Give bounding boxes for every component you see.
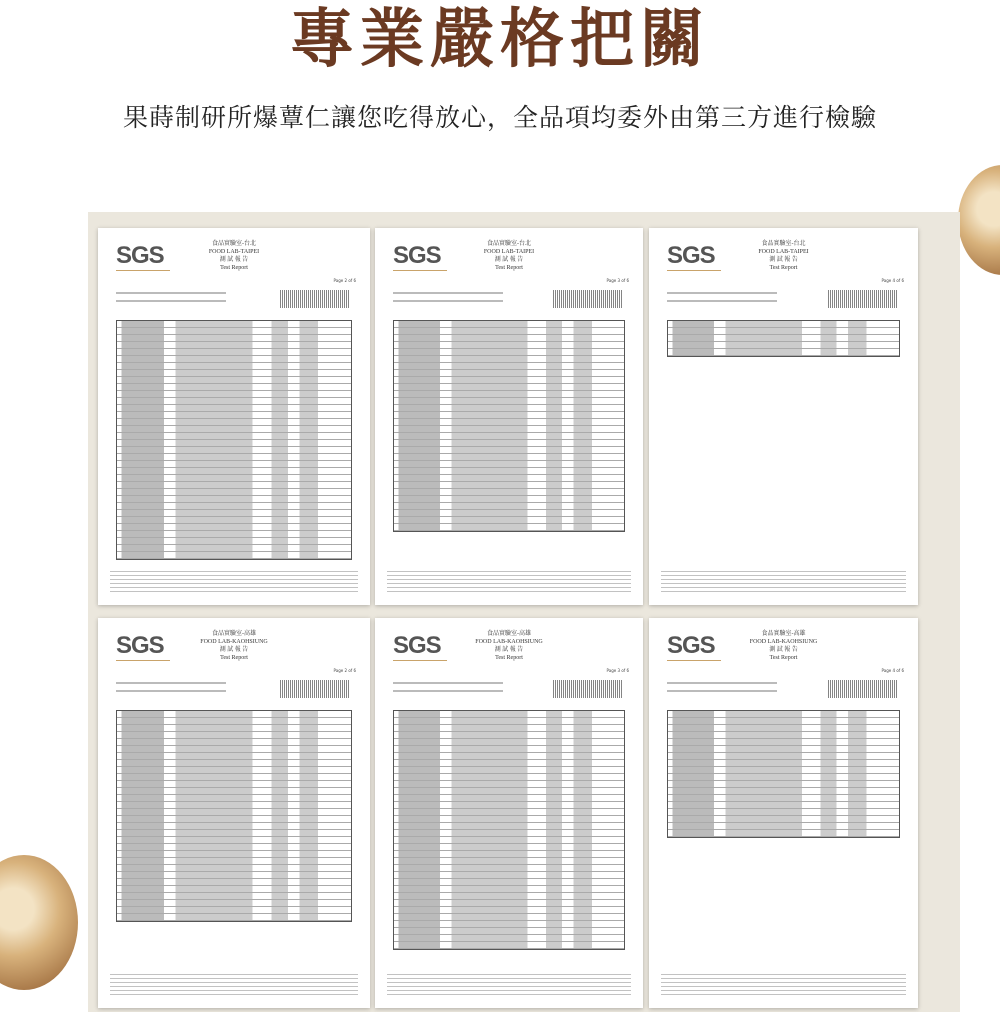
report-title-en: Test Report xyxy=(495,265,523,271)
table-row xyxy=(117,468,351,475)
table-row xyxy=(394,342,624,349)
table-row xyxy=(668,335,899,342)
table-row xyxy=(117,475,351,482)
results-table xyxy=(116,710,352,922)
table-row xyxy=(394,335,624,342)
table-row xyxy=(394,412,624,419)
table-row xyxy=(394,781,624,788)
page-number: Page 2 of 6 xyxy=(333,668,356,673)
table-row xyxy=(394,510,624,517)
table-row xyxy=(394,823,624,830)
sgs-logo: SGS xyxy=(393,632,447,661)
table-row xyxy=(117,419,351,426)
table-row xyxy=(394,356,624,363)
table-row xyxy=(668,321,899,328)
client-address xyxy=(667,682,777,692)
table-row xyxy=(668,774,899,781)
lab-name-en: FOOD LAB-KAOHSIUNG xyxy=(475,639,543,645)
lab-name-en: FOOD LAB-KAOHSIUNG xyxy=(749,639,818,645)
sgs-logo: SGS xyxy=(667,632,721,661)
table-row xyxy=(117,489,351,496)
report-title-zh: 測 試 報 告 xyxy=(494,257,524,263)
table-row xyxy=(394,739,624,746)
table-row xyxy=(117,914,351,921)
report-title-en: Test Report xyxy=(495,655,523,661)
table-row xyxy=(117,412,351,419)
table-row xyxy=(394,921,624,928)
page-number: Page 3 of 6 xyxy=(606,278,629,283)
report-footer xyxy=(387,571,631,595)
results-table xyxy=(393,320,625,532)
table-row xyxy=(394,496,624,503)
report-footer xyxy=(661,974,906,998)
table-row xyxy=(394,384,624,391)
table-row xyxy=(117,538,351,545)
table-row xyxy=(668,342,899,349)
table-row xyxy=(394,391,624,398)
table-row xyxy=(394,454,624,461)
table-row xyxy=(394,440,624,447)
table-row xyxy=(394,447,624,454)
lab-header xyxy=(375,630,643,662)
table-row xyxy=(394,830,624,837)
mushroom-image xyxy=(0,855,78,990)
table-row xyxy=(394,760,624,767)
table-row xyxy=(117,844,351,851)
table-row xyxy=(117,433,351,440)
table-row xyxy=(394,461,624,468)
table-row xyxy=(117,809,351,816)
sgs-logo: SGS xyxy=(667,242,721,271)
table-row xyxy=(394,482,624,489)
table-row xyxy=(394,321,624,328)
table-row xyxy=(117,342,351,349)
report-footer xyxy=(110,974,358,998)
table-row xyxy=(394,419,624,426)
table-row xyxy=(117,356,351,363)
table-row xyxy=(668,788,899,795)
table-row xyxy=(117,795,351,802)
client-address xyxy=(393,682,503,692)
table-row xyxy=(668,718,899,725)
table-row xyxy=(394,767,624,774)
report-title-zh: 測 試 報 告 xyxy=(769,257,798,263)
table-row xyxy=(117,454,351,461)
table-row xyxy=(117,552,351,559)
lab-name-en: FOOD LAB-KAOHSIUNG xyxy=(200,639,268,645)
table-row xyxy=(394,405,624,412)
page-number: Page 4 of 6 xyxy=(881,278,904,283)
table-row xyxy=(394,433,624,440)
client-address xyxy=(116,292,226,302)
sgs-logo: SGS xyxy=(393,242,447,271)
table-row xyxy=(394,489,624,496)
table-row xyxy=(394,809,624,816)
barcode xyxy=(553,680,623,698)
report-title-en: Test Report xyxy=(220,265,248,271)
table-row xyxy=(117,725,351,732)
table-row xyxy=(117,788,351,795)
table-row xyxy=(117,363,351,370)
table-row xyxy=(117,837,351,844)
report-footer xyxy=(387,974,631,998)
table-row xyxy=(394,725,624,732)
mushroom-image xyxy=(958,165,1000,275)
table-row xyxy=(117,767,351,774)
sgs-logo: SGS xyxy=(116,242,170,271)
table-row xyxy=(668,816,899,823)
page-number: Page 2 of 6 xyxy=(333,278,356,283)
table-row xyxy=(394,879,624,886)
table-row xyxy=(117,461,351,468)
page-title: 專業嚴格把關 xyxy=(290,3,710,77)
table-row xyxy=(117,816,351,823)
table-row xyxy=(117,774,351,781)
table-row xyxy=(117,781,351,788)
table-row xyxy=(117,391,351,398)
table-row xyxy=(668,349,899,356)
lab-name-en: FOOD LAB-TAIPEI xyxy=(758,249,809,255)
barcode xyxy=(828,290,898,308)
table-row xyxy=(117,711,351,718)
table-row xyxy=(668,760,899,767)
results-table xyxy=(667,710,900,838)
table-row xyxy=(668,802,899,809)
lab-name-zh: 食品實驗室-高雄 xyxy=(487,631,531,637)
table-row xyxy=(117,517,351,524)
page-number: Page 4 of 6 xyxy=(881,668,904,673)
table-row xyxy=(117,830,351,837)
table-row xyxy=(117,746,351,753)
table-row xyxy=(394,370,624,377)
table-row xyxy=(394,788,624,795)
table-row xyxy=(117,732,351,739)
table-row xyxy=(394,363,624,370)
table-row xyxy=(117,900,351,907)
table-row xyxy=(117,426,351,433)
table-row xyxy=(668,823,899,830)
table-row xyxy=(117,753,351,760)
table-row xyxy=(668,725,899,732)
table-row xyxy=(117,384,351,391)
table-row xyxy=(117,802,351,809)
test-report-document xyxy=(649,228,918,605)
table-row xyxy=(117,370,351,377)
lab-name-zh: 食品實驗室-台北 xyxy=(212,241,256,247)
table-row xyxy=(394,837,624,844)
table-row xyxy=(117,321,351,328)
table-row xyxy=(117,718,351,725)
table-row xyxy=(117,496,351,503)
table-row xyxy=(117,510,351,517)
table-row xyxy=(668,711,899,718)
client-address xyxy=(393,292,503,302)
table-row xyxy=(117,524,351,531)
table-row xyxy=(668,746,899,753)
table-row xyxy=(117,823,351,830)
table-row xyxy=(117,447,351,454)
table-row xyxy=(117,872,351,879)
test-report-document xyxy=(98,618,370,1008)
table-row xyxy=(668,739,899,746)
table-row xyxy=(394,935,624,942)
table-row xyxy=(117,398,351,405)
table-row xyxy=(117,545,351,552)
table-row xyxy=(394,802,624,809)
table-row xyxy=(394,524,624,531)
report-footer xyxy=(110,571,358,595)
report-title-en: Test Report xyxy=(769,265,798,271)
table-row xyxy=(394,398,624,405)
table-row xyxy=(117,482,351,489)
lab-header xyxy=(98,240,370,272)
report-title-zh: 測 試 報 告 xyxy=(219,647,249,653)
lab-name-en: FOOD LAB-TAIPEI xyxy=(208,249,260,255)
table-row xyxy=(394,872,624,879)
test-report-document xyxy=(375,228,643,605)
table-row xyxy=(394,795,624,802)
lab-name-zh: 食品實驗室-台北 xyxy=(761,241,806,247)
table-row xyxy=(394,865,624,872)
report-title-zh: 測 試 報 告 xyxy=(494,647,524,653)
table-row xyxy=(117,858,351,865)
table-row xyxy=(117,405,351,412)
table-row xyxy=(394,746,624,753)
results-table xyxy=(116,320,352,560)
results-table xyxy=(667,320,900,357)
table-row xyxy=(117,531,351,538)
barcode xyxy=(280,680,350,698)
table-row xyxy=(668,732,899,739)
table-row xyxy=(117,739,351,746)
table-row xyxy=(394,475,624,482)
table-row xyxy=(117,760,351,767)
report-footer xyxy=(661,571,906,595)
table-row xyxy=(394,816,624,823)
table-row xyxy=(117,349,351,356)
report-title-en: Test Report xyxy=(769,655,798,661)
table-row xyxy=(394,517,624,524)
table-row xyxy=(668,781,899,788)
test-report-document xyxy=(375,618,643,1008)
table-row xyxy=(668,328,899,335)
lab-name-zh: 食品實驗室-高雄 xyxy=(212,631,256,637)
table-row xyxy=(394,349,624,356)
table-row xyxy=(394,753,624,760)
barcode xyxy=(553,290,623,308)
client-address xyxy=(667,292,777,302)
table-row xyxy=(394,732,624,739)
table-row xyxy=(394,851,624,858)
page-number: Page 3 of 6 xyxy=(606,668,629,673)
table-row xyxy=(117,328,351,335)
table-row xyxy=(394,914,624,921)
barcode xyxy=(828,680,898,698)
table-row xyxy=(117,879,351,886)
table-row xyxy=(117,377,351,384)
table-row xyxy=(668,753,899,760)
table-row xyxy=(668,830,899,837)
table-row xyxy=(394,328,624,335)
lab-header xyxy=(649,630,918,662)
table-row xyxy=(394,426,624,433)
table-row xyxy=(117,851,351,858)
table-row xyxy=(394,718,624,725)
report-title-zh: 測 試 報 告 xyxy=(219,257,249,263)
page-subtitle: 果蒔制研所爆蕈仁讓您吃得放心，全品項均委外由第三方進行檢驗 xyxy=(122,103,877,132)
table-row xyxy=(668,795,899,802)
table-row xyxy=(394,858,624,865)
table-row xyxy=(117,907,351,914)
table-row xyxy=(394,844,624,851)
table-row xyxy=(117,335,351,342)
lab-header xyxy=(98,630,370,662)
table-row xyxy=(117,886,351,893)
table-row xyxy=(394,774,624,781)
table-row xyxy=(394,907,624,914)
lab-name-en: FOOD LAB-TAIPEI xyxy=(483,249,535,255)
table-row xyxy=(117,865,351,872)
table-row xyxy=(394,886,624,893)
table-row xyxy=(394,377,624,384)
table-row xyxy=(668,809,899,816)
lab-name-zh: 食品實驗室-高雄 xyxy=(761,631,806,637)
table-row xyxy=(394,942,624,949)
table-row xyxy=(668,767,899,774)
table-row xyxy=(394,900,624,907)
test-report-document xyxy=(98,228,370,605)
table-row xyxy=(117,503,351,510)
lab-header xyxy=(375,240,643,272)
table-row xyxy=(394,468,624,475)
barcode xyxy=(280,290,350,308)
lab-header xyxy=(649,240,918,272)
test-report-document xyxy=(649,618,918,1008)
sgs-logo: SGS xyxy=(116,632,170,661)
results-table xyxy=(393,710,625,950)
table-row xyxy=(394,893,624,900)
client-address xyxy=(116,682,226,692)
report-title-zh: 測 試 報 告 xyxy=(769,647,798,653)
lab-name-zh: 食品實驗室-台北 xyxy=(487,241,531,247)
table-row xyxy=(117,893,351,900)
table-row xyxy=(394,711,624,718)
report-title-en: Test Report xyxy=(220,655,248,661)
table-row xyxy=(117,440,351,447)
table-row xyxy=(394,503,624,510)
table-row xyxy=(394,928,624,935)
